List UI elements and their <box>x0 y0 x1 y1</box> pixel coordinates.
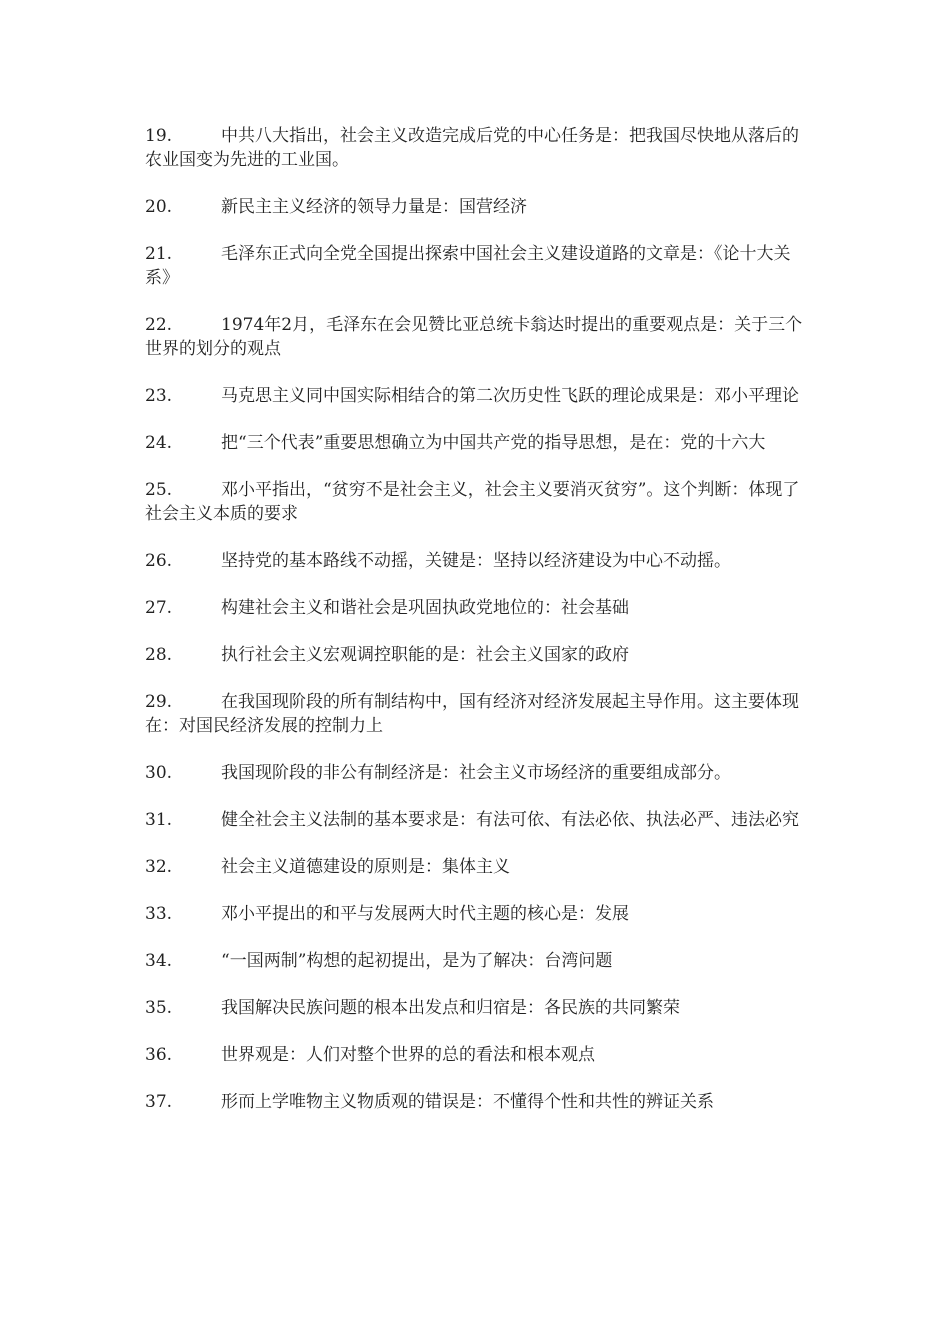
item-number: 19. <box>145 126 173 146</box>
list-item <box>145 596 805 620</box>
item-number: 24. <box>145 433 173 453</box>
list-item <box>145 1043 805 1067</box>
list-item <box>145 384 805 408</box>
list-item <box>145 808 805 832</box>
list-item <box>145 949 805 973</box>
list-item <box>145 690 805 738</box>
item-number: 20. <box>145 197 173 217</box>
list-item <box>145 549 805 573</box>
item-text: 在我国现阶段的所有制结构中，国有经济对经济发展起主导作用。这主要体现在：对国民经济发展的控制力上 <box>145 692 799 736</box>
item-number: 34. <box>145 951 173 971</box>
list-item <box>145 478 805 526</box>
item-number: 30. <box>145 763 173 783</box>
item-text: 形而上学唯物主义物质观的错误是：不懂得个性和共性的辨证关系 <box>221 1092 714 1112</box>
list-item <box>145 313 805 361</box>
item-text: 中共八大指出，社会主义改造完成后党的中心任务是：把我国尽快地从落后的农业国变为先进的工业国。 <box>145 126 799 170</box>
question-list <box>145 124 805 1137</box>
item-number: 29. <box>145 692 173 712</box>
item-number: 33. <box>145 904 173 924</box>
list-item <box>145 242 805 290</box>
item-number: 21. <box>145 244 173 264</box>
item-text: 把“三个代表”重要思想确立为中国共产党的指导思想，是在：党的十六大 <box>221 433 766 453</box>
item-text: 马克思主义同中国实际相结合的第二次历史性飞跃的理论成果是：邓小平理论 <box>221 386 799 406</box>
list-item <box>145 124 805 172</box>
item-text: 健全社会主义法制的基本要求是：有法可依、有法必依、执法必严、违法必究 <box>221 810 799 830</box>
item-number: 25. <box>145 480 173 500</box>
item-text: 社会主义道德建设的原则是：集体主义 <box>221 857 510 877</box>
item-text: 邓小平指出，“贫穷不是社会主义，社会主义要消灭贫穷”。这个判断：体现了社会主义本质的要求 <box>145 480 800 524</box>
list-item <box>145 855 805 879</box>
item-number: 31. <box>145 810 173 830</box>
item-number: 28. <box>145 645 173 665</box>
item-text: “一国两制”构想的起初提出，是为了解决：台湾问题 <box>221 951 613 971</box>
item-text: 坚持党的基本路线不动摇，关键是：坚持以经济建设为中心不动摇。 <box>221 551 731 571</box>
list-item <box>145 996 805 1020</box>
item-text: 执行社会主义宏观调控职能的是：社会主义国家的政府 <box>221 645 629 665</box>
list-item <box>145 643 805 667</box>
item-number: 37. <box>145 1092 173 1112</box>
item-text: 构建社会主义和谐社会是巩固执政党地位的：社会基础 <box>221 598 629 618</box>
list-item <box>145 1090 805 1114</box>
item-number: 22. <box>145 315 173 335</box>
item-text: 我国现阶段的非公有制经济是：社会主义市场经济的重要组成部分。 <box>221 763 731 783</box>
item-number: 23. <box>145 386 173 406</box>
item-number: 36. <box>145 1045 173 1065</box>
item-text: 我国解决民族问题的根本出发点和归宿是：各民族的共同繁荣 <box>221 998 680 1018</box>
item-text: 邓小平提出的和平与发展两大时代主题的核心是：发展 <box>221 904 629 924</box>
list-item <box>145 195 805 219</box>
item-number: 27. <box>145 598 173 618</box>
item-number: 26. <box>145 551 173 571</box>
item-text: 新民主主义经济的领导力量是：国营经济 <box>221 197 527 217</box>
list-item <box>145 431 805 455</box>
item-number: 35. <box>145 998 173 1018</box>
item-text: 世界观是：人们对整个世界的总的看法和根本观点 <box>221 1045 595 1065</box>
item-text: 1974年2月，毛泽东在会见赞比亚总统卡翁达时提出的重要观点是：关于三个世界的划分的观点 <box>145 315 803 359</box>
item-number: 32. <box>145 857 173 877</box>
list-item <box>145 761 805 785</box>
list-item <box>145 902 805 926</box>
item-text: 毛泽东正式向全党全国提出探索中国社会主义建设道路的文章是：《论十大关系》 <box>145 244 791 288</box>
